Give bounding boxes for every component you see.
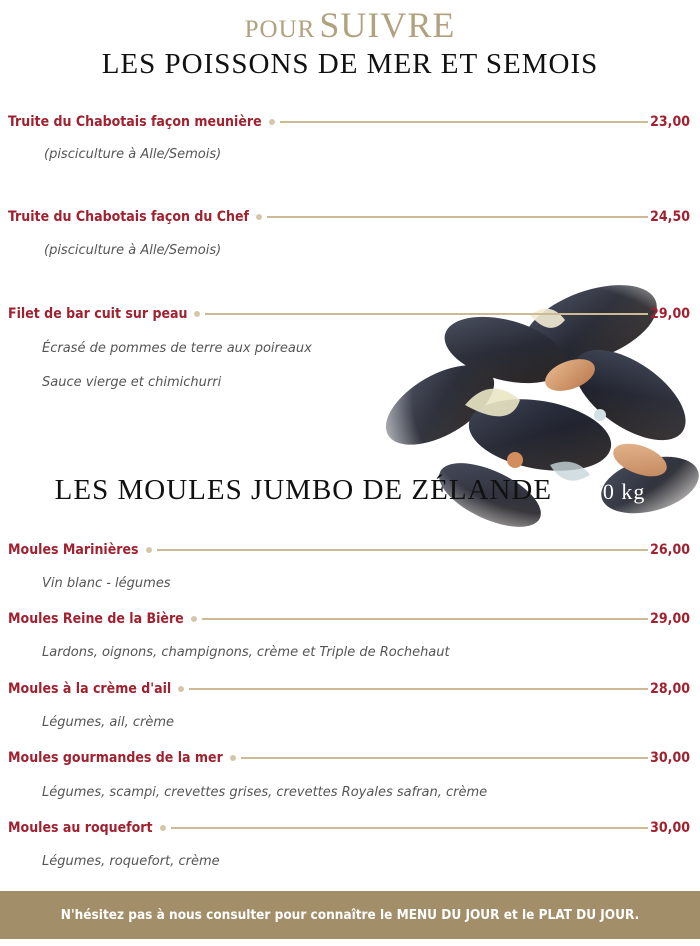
item-name: Moules Reine de la Bière: [8, 611, 184, 627]
item-name: Truite du Chabotais façon du Chef: [8, 209, 250, 225]
item-price: 26,00: [650, 542, 690, 558]
bullet-dot-icon: [256, 214, 262, 220]
section-title-fish: [0, 48, 700, 81]
section-kicker: [0, 4, 700, 46]
footer-banner: [0, 891, 700, 939]
item-description: Légumes, scampi, crevettes grises, crevettes Royales safran, crème: [42, 785, 488, 800]
item-price: 29,00: [650, 611, 690, 627]
item-description: (pisciculture à Alle/Semois): [44, 243, 222, 258]
bullet-dot-icon: [269, 119, 275, 125]
dotted-leader: [202, 618, 648, 620]
item-name: Filet de bar cuit sur peau: [8, 306, 188, 322]
bullet-dot-icon: [160, 825, 166, 831]
item-price: 30,00: [650, 750, 690, 766]
dotted-leader: [157, 549, 649, 551]
item-description: Écrasé de pommes de terre aux poireaux: [42, 341, 312, 356]
section-title-mussels-text: LES MOULES JUMBO DE ZÉLANDE: [54, 474, 553, 506]
item-name: Moules au roquefort: [8, 820, 153, 836]
bullet-dot-icon: [230, 755, 236, 761]
menu-item: [8, 539, 690, 561]
kicker-suivre: SUIVRE: [319, 5, 456, 45]
dotted-leader: [241, 757, 648, 759]
menu-item: [8, 303, 690, 325]
item-price: 29,00: [650, 306, 690, 322]
item-description: Légumes, roquefort, crème: [42, 854, 220, 869]
item-name: Moules gourmandes de la mer: [8, 750, 223, 766]
menu-item: [8, 608, 690, 630]
menu-item: [8, 678, 690, 700]
menu-item: [8, 111, 690, 133]
bullet-dot-icon: [191, 616, 197, 622]
item-price: 24,50: [650, 209, 690, 225]
item-price: 30,00: [650, 820, 690, 836]
dotted-leader: [205, 313, 648, 315]
item-name: Moules à la crème d'ail: [8, 681, 172, 697]
dotted-leader: [280, 121, 649, 123]
bullet-dot-icon: [194, 311, 200, 317]
menu-item: [8, 747, 690, 769]
bullet-dot-icon: [146, 547, 152, 553]
dotted-leader: [267, 216, 648, 218]
item-description: Légumes, ail, crème: [42, 715, 175, 730]
section-weight: 1,300 kg: [560, 479, 646, 504]
item-description: Sauce vierge et chimichurri: [42, 375, 222, 390]
menu-item: [8, 817, 690, 839]
section-title-fish-text: LES POISSONS DE MER ET SEMOIS: [101, 48, 599, 80]
item-description: Vin blanc - légumes: [42, 576, 171, 591]
item-price: 28,00: [650, 681, 690, 697]
bullet-dot-icon: [178, 686, 184, 692]
dotted-leader: [171, 827, 649, 829]
item-name: Truite du Chabotais façon meunière: [8, 114, 262, 130]
item-name: Moules Marinières: [8, 542, 139, 558]
dotted-leader: [189, 688, 648, 690]
section-title-mussels: [0, 474, 700, 507]
footer-text: N'hésitez pas à nous consulter pour connaître le MENU DU JOUR et le PLAT DU JOUR.: [60, 907, 640, 923]
menu-item: [8, 206, 690, 228]
item-description: (pisciculture à Alle/Semois): [44, 147, 222, 162]
item-price: 23,00: [650, 114, 690, 130]
item-description: Lardons, oignons, champignons, crème et Triple de Rochehaut: [42, 645, 450, 660]
kicker-pour: POUR: [244, 16, 316, 43]
